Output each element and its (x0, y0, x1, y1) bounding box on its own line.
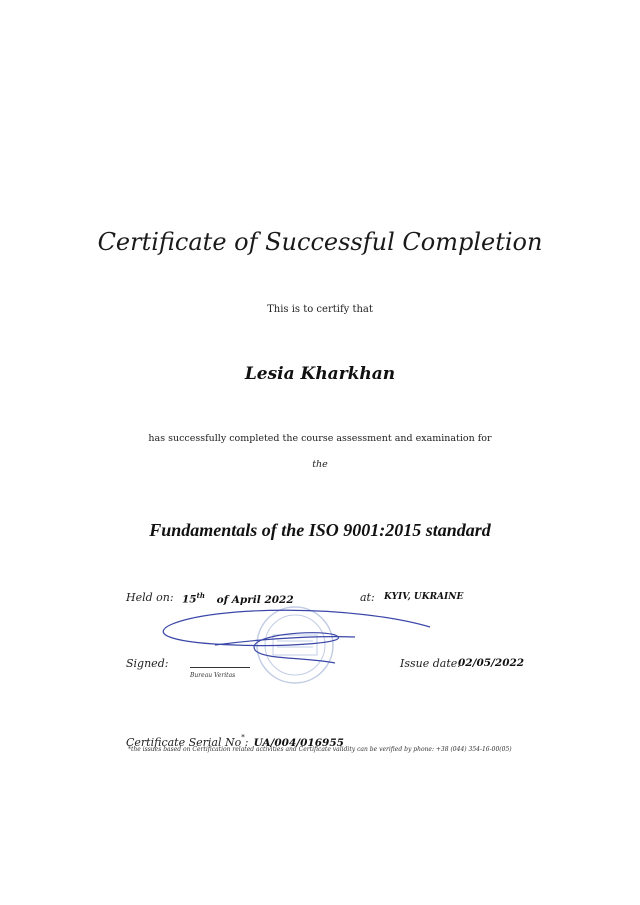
recipient-name: Lesia Kharkhan (244, 364, 396, 384)
course-name: Fundamentals of the ISO 9001:2015 standard (149, 520, 491, 540)
serial-number: UA/004/016955 (253, 737, 344, 749)
issue-date-label: Issue date: (400, 657, 461, 670)
signature-line (190, 667, 250, 668)
held-on-label: Held on: (126, 591, 174, 604)
held-on-month-year: of April 2022 (216, 593, 294, 606)
signed-label: Signed: (126, 657, 169, 670)
at-label: at: (360, 591, 375, 604)
serial-label-colon: : (244, 736, 249, 749)
serial-label: Certificate Serial No (126, 736, 242, 749)
certificate-title: Certificate of Successful Completion (97, 228, 543, 256)
location: KYIV, UKRAINE (384, 592, 464, 602)
the-text: the (312, 459, 328, 470)
signer-org: Bureau Veritas (190, 672, 236, 679)
completion-text: has successfully completed the course assessment and examination for (148, 433, 492, 444)
verification-note: *the issues based on Certification related activities and Certificate validity can be verified by phone: +38 (044) 354-16-00(05) (128, 746, 512, 753)
held-on-day: 15 (182, 593, 197, 606)
serial-label-mark: * (241, 733, 245, 742)
certify-text: This is to certify that (267, 304, 373, 315)
issue-date: 02/05/2022 (458, 657, 525, 669)
held-on-day-suffix: th (196, 591, 205, 600)
